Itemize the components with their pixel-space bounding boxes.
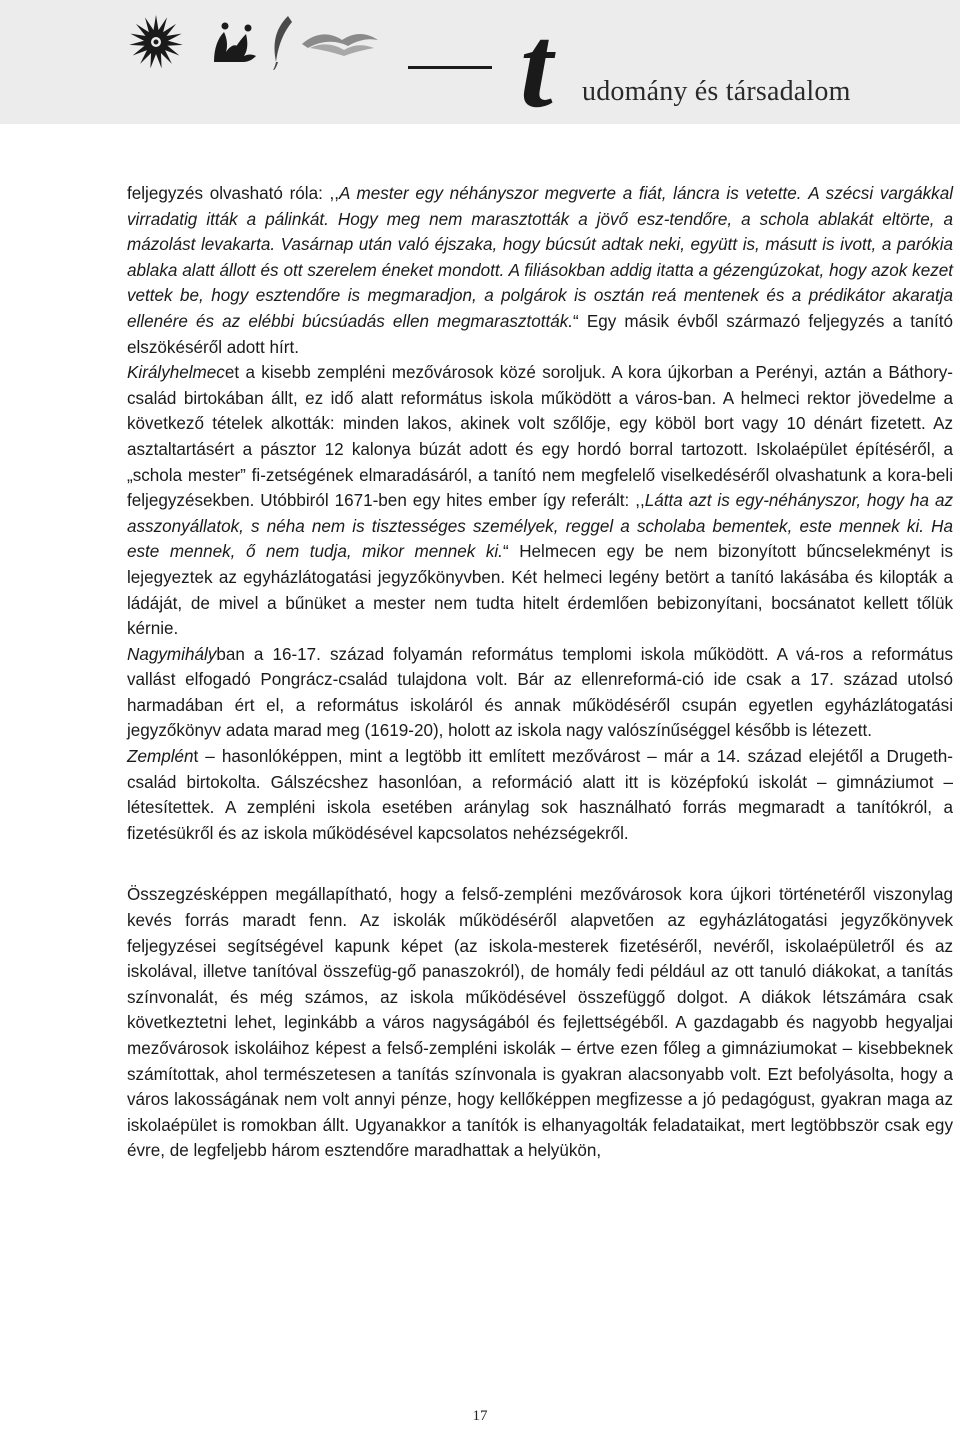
body-paragraph bbox=[127, 181, 953, 360]
text-run: jegyzőkönyvben. Két helmeci legény betört a tanító lakásába és kilopták a ládáját, de bbox=[127, 567, 954, 613]
text-run: nem volt annyi pénze, hogy kellőképpen megfizesse a jó pedagógust, gyakran maga az bbox=[283, 1090, 953, 1110]
body-paragraph bbox=[127, 882, 953, 1164]
italic-text-run: Zemplén bbox=[127, 747, 194, 767]
text-run: nagyobb hegyaljai mezővárosok iskoláihoz képest a felső-zempléni iskolák – értve bbox=[127, 1013, 954, 1058]
text-run: Helmecen egy be nem bizonyított bűncselekményt is lejegyeztek az egyházlátogatási bbox=[127, 542, 953, 587]
italic-text-run: Nagymihály bbox=[127, 644, 217, 664]
text-run: gő panaszokról), de homály fedi például az ott tanuló diákokat, a tanítás színvonalát, bbox=[127, 962, 953, 1007]
text-run: ezen főleg a gimnáziumokat – kisebbeknek számítottak, ahol természetesen a tanítás bbox=[127, 1039, 953, 1084]
text-run: “ bbox=[502, 542, 509, 562]
text-run: ció ide csak a 17. század utolsó harmadában ért el, a református iskoláról és annak bbox=[127, 670, 953, 715]
body-paragraph bbox=[127, 360, 953, 642]
text-run: zetségének elmaradásáról, a tanító nem megfelelő viselkedéséről olvashatunk a kora- bbox=[265, 465, 927, 485]
header-initial-letter: t bbox=[520, 1, 553, 132]
text-run: mesterek fizetéséről, nevéről, iskolaépületről és az iskolával, illetve tanítóval összefüg- bbox=[127, 936, 954, 982]
text-run: feljegyzés olvasható róla: ,, bbox=[127, 184, 340, 203]
body-paragraph bbox=[127, 744, 953, 846]
header-title: udomány és társadalom bbox=[582, 76, 851, 107]
text-run: beli feljegyzésekben. Utóbbiról 1671-ben egy hites ember így referált: ,, bbox=[127, 465, 954, 511]
text-run: következtetni lehet, leginkább a város nagyságából és fejlettségéből. A gazdagabb és bbox=[127, 1013, 805, 1033]
text-run: szőlője, egy köböl bort vagy 10 dénárt fizetett. Az asztaltartásért a pásztor 12 kalonya bbox=[127, 414, 954, 459]
italic-text-run: a scholaba bementek, este mennek ki. Ha este mennek, ő nem tudja, mikor mennek ki. bbox=[127, 516, 953, 562]
italic-text-run: prédikátor akaratja ellenére és az elébbi búcsúadás ellen megmarasztották. bbox=[127, 286, 954, 331]
italic-text-run: szerelem éneket mondott. A filiásokban addig itatta a gézengúzokat, hogy azok kezet bbox=[307, 260, 954, 280]
header-rule bbox=[408, 66, 492, 69]
text-run: ban a 16-17. század folyamán református templomi iskola működött. A vá- bbox=[216, 644, 820, 664]
paragraph-gap bbox=[127, 846, 953, 882]
text-run: ban. A helmeci rektor jövedelme a következő tételek alkották: minden lakos, akinek volt bbox=[127, 388, 953, 434]
text-run: ros a református vallást elfogadó Pongrácz-család tulajdona volt. Bár az ellenreformá- bbox=[127, 644, 953, 690]
page-number: 17 bbox=[472, 1408, 488, 1424]
text-run: mivel a bűnüket a mester nem tudta hitelt érdemlően bebizonyítani, bocsánatot kellett bbox=[218, 593, 909, 613]
text-run: “ Egy másik bbox=[573, 311, 670, 331]
text-run: évből származó feljegyzés a tanító elszökéséről adott hírt. bbox=[127, 311, 953, 357]
italic-text-run: vettek be, hogy esztendőre is megmaradjon, a polgárok is osztán reá mentenek és a bbox=[127, 286, 802, 306]
text-run: tőlük kérnie. bbox=[127, 593, 954, 639]
italic-text-run: A mester egy néhányszor megverte a fiát, láncra is vetette. bbox=[339, 184, 802, 203]
text-run: búzát adott és egy hordó borral tartozott. Iskolaépület építéséről, a „schola mester” fi- bbox=[127, 439, 953, 485]
text-run: Összegzésképpen megállapítható, hogy a felső-zempléni mezővárosok kora újkori bbox=[127, 885, 772, 905]
italic-text-run: Látta azt is egy- bbox=[644, 491, 769, 511]
text-run: kapcsolatos nehézségekről. bbox=[417, 823, 629, 843]
text-run: iskolaépület is romokban állt. Ugyanakkor a tanítók is elhanyagolták feladataikat, mert bbox=[127, 1115, 785, 1135]
text-run: színvonala is gyakran alacsonyabb volt. Ezt befolyásolta, hogy a város lakosságának bbox=[127, 1064, 953, 1110]
italic-text-run: A szécsi vargákkal virradatig itták a pálinkát. Hogy meg nem marasztották a jövő esz- bbox=[127, 184, 954, 229]
text-run: et a kisebb zempléni mezővárosok közé soroljuk. A kora újkorban a Perényi, bbox=[224, 363, 819, 383]
italic-text-run: tendőre, a schola ablakát eltörte, a mázolást levakarta. Vasárnap után való éjszaka, bbox=[127, 209, 953, 255]
text-run: legtöbbször csak egy évre, de legfeljebb három esztendőre maradhattak a helyükön, bbox=[127, 1115, 953, 1161]
italic-text-run: néhányszor, hogy ha az asszonyállatok, s néha nem is tisztességes személyek, reggel bbox=[127, 491, 953, 536]
text-run: működéséről csupán egyetlen egyházlátogatási jegyzőkönyv adata marad meg (1619- bbox=[127, 695, 954, 741]
text-run: aztán a Báthory-család birtokában állt, ez idő alatt református iskola működött a város- bbox=[127, 363, 953, 408]
italic-text-run: hogy búcsút adtak neki, együtt is, másutt is ivott, a parókia ablaka alatt állott és ott bbox=[127, 235, 953, 280]
text-run: és még számos, az iskola működésével összefüggő dolgot. A diákok létszámára csak bbox=[229, 987, 954, 1007]
text-run: történetéről viszonylag kevés forrás maradt fenn. Az iskolák működéséről alapvetően bbox=[127, 885, 954, 931]
text-run: az egyházlátogatási jegyzőkönyvek feljegyzései segítségével kapunk képet (az iskola- bbox=[127, 911, 954, 956]
decorative-ornament-icon bbox=[120, 8, 380, 70]
text-run: t – hasonlóképpen, mint a legtöbb itt említett mezővárost – már a 14. század bbox=[193, 747, 802, 767]
text-run: elejétől a Drugeth-család birtokolta. Gálszécshez hasonlóan, a reformáció alatt itt is bbox=[127, 747, 953, 792]
article-body bbox=[127, 181, 953, 1164]
text-run: sok használható forrás megmaradt a tanítókról, a fizetésükről és az iskola működésével bbox=[127, 798, 954, 843]
text-run: középfokú iskolát – gimnáziumot – létesítettek. A zempléni iskola esetében aránylag bbox=[127, 772, 954, 818]
body-paragraph bbox=[127, 642, 953, 744]
text-run: 20), holott az iskola nagy valószínűséggel később is létezett. bbox=[413, 721, 872, 741]
italic-text-run: Királyhelmec bbox=[127, 363, 225, 383]
